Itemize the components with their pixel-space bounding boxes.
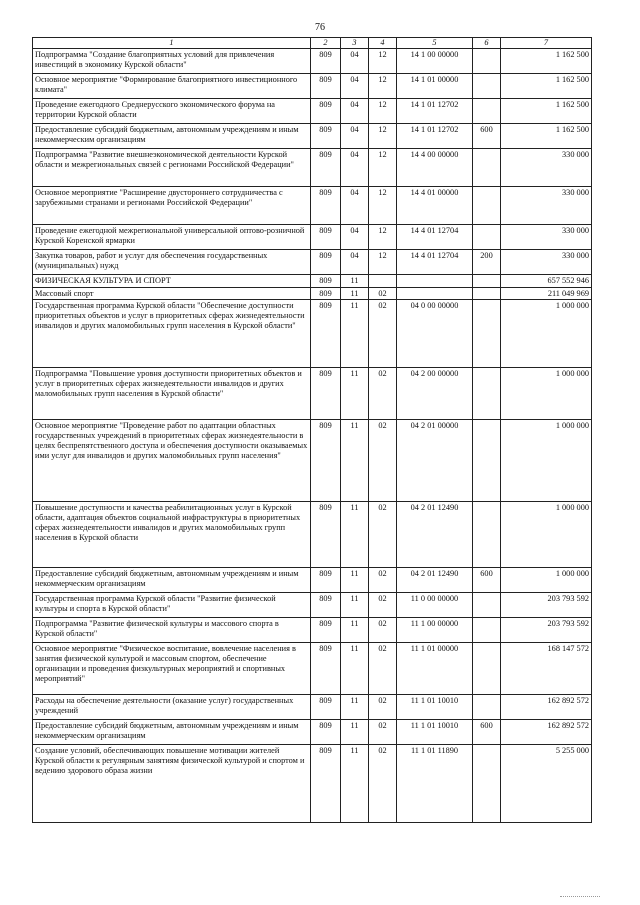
table-row [33, 720, 592, 745]
section-code: 11 [341, 745, 369, 823]
item-name: ФИЗИЧЕСКАЯ КУЛЬТУРА И СПОРТ [33, 274, 311, 287]
expense-type-code [473, 224, 501, 249]
amount: 1 000 000 [501, 420, 592, 502]
section-code: 11 [341, 593, 369, 618]
item-name: Массовый спорт [33, 287, 311, 300]
subsection-code: 02 [369, 568, 397, 593]
column-header: 6 [473, 38, 501, 49]
section-code: 11 [341, 720, 369, 745]
subsection-code: 02 [369, 720, 397, 745]
amount: 330 000 [501, 224, 592, 249]
subsection-code: 02 [369, 502, 397, 568]
section-code: 11 [341, 300, 369, 368]
target-article-code: 04 2 01 12490 [397, 568, 473, 593]
ministry-code: 809 [311, 148, 341, 186]
section-code: 11 [341, 368, 369, 420]
target-article-code: 04 0 00 00000 [397, 300, 473, 368]
item-name: Расходы на обеспечение деятельности (оказание услуг) государственных учреждений [33, 695, 311, 720]
subsection-code: 12 [369, 98, 397, 123]
table-row [33, 123, 592, 148]
ministry-code: 809 [311, 48, 341, 73]
expense-type-code: 200 [473, 249, 501, 274]
table-row [33, 695, 592, 720]
subsection-code: 02 [369, 643, 397, 695]
section-code: 11 [341, 643, 369, 695]
subsection-code: 02 [369, 300, 397, 368]
amount: 168 147 572 [501, 643, 592, 695]
target-article-code: 14 1 01 12702 [397, 98, 473, 123]
item-name: Подпрограмма "Развитие физической культуры и массового спорта в Курской области" [33, 618, 311, 643]
item-name: Основное мероприятие "Расширение двустороннего сотрудничества с зарубежными странами и регионами Российской Федерации" [33, 186, 311, 224]
table-row [33, 420, 592, 502]
expense-type-code [473, 643, 501, 695]
page-number: 76 [315, 22, 325, 33]
expense-type-code [473, 73, 501, 98]
expense-type-code [473, 420, 501, 502]
item-name: Основное мероприятие "Формирование благоприятного инвестиционного климата" [33, 73, 311, 98]
item-name: Предоставление субсидий бюджетным, автономным учреждениям и иным некоммерческим организациям [33, 568, 311, 593]
ministry-code: 809 [311, 593, 341, 618]
section-code: 04 [341, 186, 369, 224]
ministry-code: 809 [311, 274, 341, 287]
table-row [33, 287, 592, 300]
amount: 330 000 [501, 249, 592, 274]
target-article-code: 14 1 01 00000 [397, 73, 473, 98]
subsection-code: 02 [369, 695, 397, 720]
table-row [33, 368, 592, 420]
amount: 330 000 [501, 148, 592, 186]
ministry-code: 809 [311, 123, 341, 148]
section-code: 04 [341, 98, 369, 123]
section-code: 11 [341, 420, 369, 502]
header-row [33, 38, 592, 49]
expense-type-code [473, 48, 501, 73]
target-article-code: 14 4 01 12704 [397, 224, 473, 249]
target-article-code: 11 0 00 00000 [397, 593, 473, 618]
section-code: 04 [341, 249, 369, 274]
item-name: Подпрограмма "Повышение уровня доступности приоритетных объектов и услуг в приоритетных сферах жизнедеятельности инвалидов и других маломобильных групп населения в Курской области" [33, 368, 311, 420]
subsection-code [369, 274, 397, 287]
expense-type-code: 600 [473, 720, 501, 745]
ministry-code: 809 [311, 502, 341, 568]
ministry-code: 809 [311, 720, 341, 745]
target-article-code: 11 1 01 10010 [397, 695, 473, 720]
target-article-code: 14 4 01 12704 [397, 249, 473, 274]
table-row [33, 48, 592, 73]
target-article-code: 14 4 00 00000 [397, 148, 473, 186]
subsection-code: 12 [369, 123, 397, 148]
subsection-code: 12 [369, 48, 397, 73]
subsection-code: 02 [369, 745, 397, 823]
target-article-code: 11 1 01 10010 [397, 720, 473, 745]
table-row [33, 618, 592, 643]
amount: 1 000 000 [501, 300, 592, 368]
expense-type-code [473, 274, 501, 287]
amount: 211 049 969 [501, 287, 592, 300]
subsection-code: 02 [369, 420, 397, 502]
target-article-code: 11 1 01 00000 [397, 643, 473, 695]
target-article-code: 14 1 00 00000 [397, 48, 473, 73]
ministry-code: 809 [311, 249, 341, 274]
ministry-code: 809 [311, 186, 341, 224]
ministry-code: 809 [311, 224, 341, 249]
target-article-code [397, 287, 473, 300]
section-code: 11 [341, 502, 369, 568]
amount: 1 000 000 [501, 568, 592, 593]
section-code: 11 [341, 618, 369, 643]
column-header: 2 [311, 38, 341, 49]
expense-type-code [473, 98, 501, 123]
column-header: 4 [369, 38, 397, 49]
expense-type-code [473, 618, 501, 643]
amount: 203 793 592 [501, 618, 592, 643]
table-row [33, 249, 592, 274]
item-name: Проведение ежегодной межрегиональной универсальной оптово-розничной Курской Коренской ярмарки [33, 224, 311, 249]
ministry-code: 809 [311, 287, 341, 300]
amount: 5 255 000 [501, 745, 592, 823]
subsection-code: 12 [369, 224, 397, 249]
table-row [33, 300, 592, 368]
section-code: 04 [341, 73, 369, 98]
expense-type-code [473, 502, 501, 568]
amount: 162 892 572 [501, 720, 592, 745]
table-row [33, 568, 592, 593]
subsection-code: 02 [369, 368, 397, 420]
item-name: Закупка товаров, работ и услуг для обеспечения государственных (муниципальных) нужд [33, 249, 311, 274]
target-article-code [397, 274, 473, 287]
item-name: Основное мероприятие "Проведение работ по адаптации областных государственных учреждений в приоритетных сферах жизнедеятельности в целях беспрепятственного доступа и обеспечения доступности оказываемых ими услуг для инвалидов и других маломобильных групп населения" [33, 420, 311, 502]
subsection-code: 02 [369, 618, 397, 643]
item-name: Государственная программа Курской области "Развитие физической культуры и спорта в Курской области" [33, 593, 311, 618]
subsection-code: 02 [369, 593, 397, 618]
expense-type-code: 600 [473, 568, 501, 593]
section-code: 04 [341, 123, 369, 148]
section-code: 11 [341, 695, 369, 720]
amount: 1 162 500 [501, 98, 592, 123]
expense-type-code: 600 [473, 123, 501, 148]
item-name: Подпрограмма "Развитие внешнеэкономической деятельности Курской области и межрегиональных связей с регионами Российской Федерации" [33, 148, 311, 186]
amount: 1 162 500 [501, 123, 592, 148]
table-body [33, 48, 592, 823]
ministry-code: 809 [311, 300, 341, 368]
table-row [33, 502, 592, 568]
ministry-code: 809 [311, 618, 341, 643]
item-name: Подпрограмма "Создание благоприятных условий для привлечения инвестиций в экономику Курской области" [33, 48, 311, 73]
amount: 330 000 [501, 186, 592, 224]
expense-type-code [473, 300, 501, 368]
subsection-code: 12 [369, 73, 397, 98]
subsection-code: 12 [369, 249, 397, 274]
target-article-code: 11 1 01 11890 [397, 745, 473, 823]
amount: 1 000 000 [501, 502, 592, 568]
section-code: 11 [341, 274, 369, 287]
table-row [33, 224, 592, 249]
expense-type-code [473, 287, 501, 300]
amount: 1 000 000 [501, 368, 592, 420]
amount: 1 162 500 [501, 48, 592, 73]
target-article-code: 14 4 01 00000 [397, 186, 473, 224]
item-name: Основное мероприятие "Физическое воспитание, вовлечение населения в занятия физической культурой и массовым спортом, обеспечение организации и проведения физкультурных мероприятий и спортивных мероприятий" [33, 643, 311, 695]
ministry-code: 809 [311, 368, 341, 420]
item-name: Предоставление субсидий бюджетным, автономным учреждениям и иным некоммерческим организациям [33, 123, 311, 148]
section-code: 04 [341, 148, 369, 186]
amount: 657 552 946 [501, 274, 592, 287]
table-row [33, 148, 592, 186]
table-row [33, 73, 592, 98]
column-header: 5 [397, 38, 473, 49]
target-article-code: 04 2 01 12490 [397, 502, 473, 568]
budget-table [32, 37, 592, 823]
item-name: Предоставление субсидий бюджетным, автономным учреждениям и иным некоммерческим организациям [33, 720, 311, 745]
expense-type-code [473, 148, 501, 186]
expense-type-code [473, 745, 501, 823]
table-row [33, 274, 592, 287]
ministry-code: 809 [311, 420, 341, 502]
column-header: 7 [501, 38, 592, 49]
expense-type-code [473, 368, 501, 420]
target-article-code: 11 1 00 00000 [397, 618, 473, 643]
item-name: Проведение ежегодного Среднерусского экономического форума на территории Курской области [33, 98, 311, 123]
expense-type-code [473, 186, 501, 224]
table-row [33, 593, 592, 618]
expense-type-code [473, 695, 501, 720]
table-row [33, 745, 592, 823]
table-row [33, 98, 592, 123]
subsection-code: 12 [369, 186, 397, 224]
table-row [33, 186, 592, 224]
amount: 203 793 592 [501, 593, 592, 618]
ministry-code: 809 [311, 73, 341, 98]
column-header: 3 [341, 38, 369, 49]
scan-artifact [560, 896, 600, 899]
item-name: Государственная программа Курской области "Обеспечение доступности приоритетных объектов и услуг в приоритетных сферах жизнедеятельности инвалидов и других маломобильных групп населения в Курской области" [33, 300, 311, 368]
target-article-code: 04 2 00 00000 [397, 368, 473, 420]
target-article-code: 14 1 01 12702 [397, 123, 473, 148]
table-row [33, 643, 592, 695]
item-name: Создание условий, обеспечивающих повышение мотивации жителей Курской области к регулярным занятиям физической культурой и спортом и ведению здорового образа жизни [33, 745, 311, 823]
ministry-code: 809 [311, 568, 341, 593]
ministry-code: 809 [311, 643, 341, 695]
section-code: 04 [341, 224, 369, 249]
column-header: 1 [33, 38, 311, 49]
section-code: 11 [341, 568, 369, 593]
subsection-code: 02 [369, 287, 397, 300]
amount: 1 162 500 [501, 73, 592, 98]
ministry-code: 809 [311, 98, 341, 123]
target-article-code: 04 2 01 00000 [397, 420, 473, 502]
section-code: 04 [341, 48, 369, 73]
section-code: 11 [341, 287, 369, 300]
ministry-code: 809 [311, 745, 341, 823]
ministry-code: 809 [311, 695, 341, 720]
expense-type-code [473, 593, 501, 618]
subsection-code: 12 [369, 148, 397, 186]
amount: 162 892 572 [501, 695, 592, 720]
item-name: Повышение доступности и качества реабилитационных услуг в Курской области, адаптация объектов социальной инфраструктуры в приоритетных сферах жизнедеятельности инвалидов и других маломобильных групп населения в Курской области [33, 502, 311, 568]
